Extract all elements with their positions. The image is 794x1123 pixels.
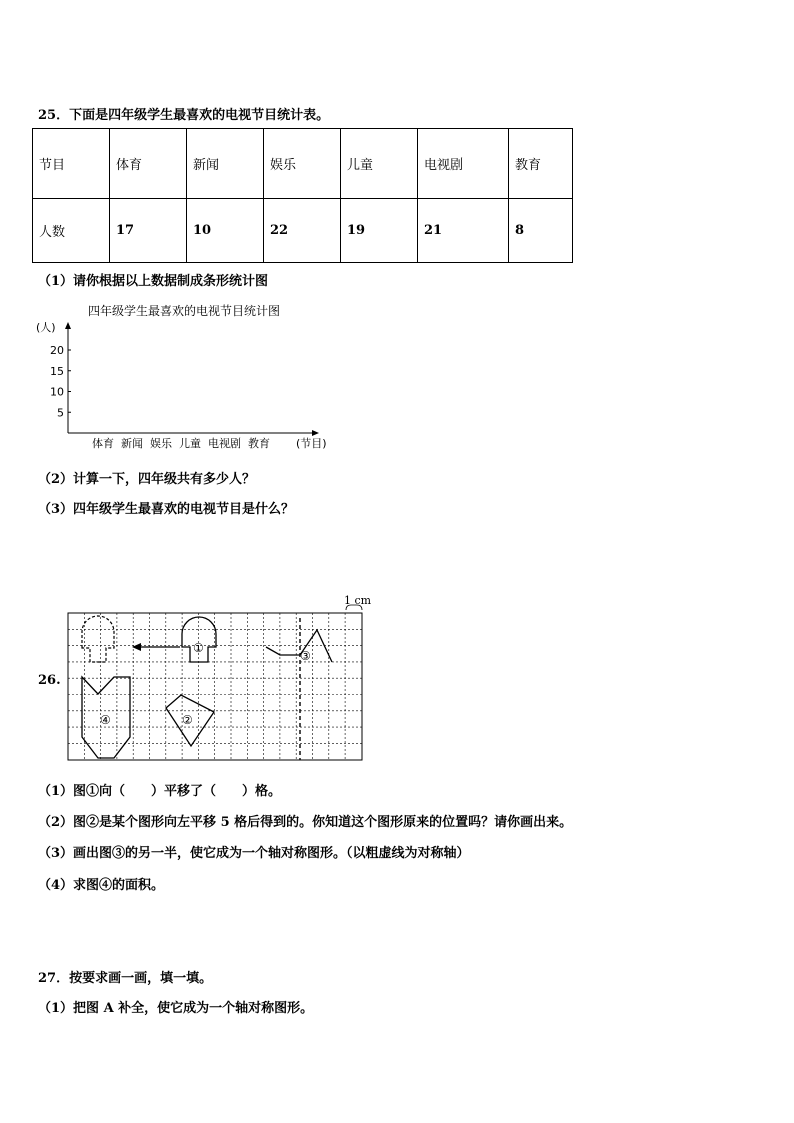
y-tick-label: 20 — [50, 344, 64, 357]
x-axis-label: (节目) — [296, 437, 327, 450]
q26-sub4: （4）求图④的面积。 — [38, 878, 165, 893]
y-axis — [65, 322, 71, 433]
table-cell: 21 — [418, 199, 509, 263]
x-category-label: 娱乐 — [150, 437, 172, 450]
shape-1-label: ① — [193, 641, 204, 655]
chart-title: 四年级学生最喜欢的电视节目统计图 — [88, 304, 281, 318]
y-tick-label: 10 — [50, 385, 64, 399]
table-cell: 电视剧 — [418, 129, 509, 199]
q26-sub1: （1）图①向（ ）平移了（ ）格。 — [38, 784, 282, 799]
y-axis-label: (人) — [36, 321, 56, 334]
q25-title: 25．下面是四年级学生最喜欢的电视节目统计表。 — [38, 108, 330, 123]
table-cell: 儿童 — [341, 129, 418, 199]
translate-arrow — [132, 643, 180, 651]
shape-3-label: ③ — [300, 649, 311, 663]
shape-2-label: ② — [182, 713, 193, 727]
table-cell: 教育 — [509, 129, 573, 199]
x-category-label: 体育 — [92, 437, 114, 450]
table-row-header: 节目 — [33, 129, 110, 199]
table-cell: 22 — [264, 199, 341, 263]
table-cell: 19 — [341, 199, 418, 263]
q27-sub1: （1）把图 A 补全，使它成为一个轴对称图形。 — [38, 1001, 314, 1016]
bar-chart — [30, 298, 350, 456]
y-tick-label: 15 — [50, 364, 64, 378]
scale-marker — [344, 594, 372, 610]
table-cell: 10 — [187, 199, 264, 263]
x-category-label: 电视剧 — [208, 437, 241, 450]
q26-sub2: （2）图②是某个图形向左平移 5 格后得到的。你知道这个图形原来的位置吗？请你画出来。 — [38, 815, 573, 830]
scale-label: 1 cm — [344, 594, 372, 607]
dashed-shape — [82, 616, 114, 662]
q25-sub2: （2）计算一下，四年级共有多少人？ — [38, 472, 256, 487]
q26-number: 26. — [38, 673, 61, 688]
x-categories — [92, 436, 270, 450]
x-axis — [68, 430, 319, 436]
x-category-label: 教育 — [248, 437, 270, 450]
table-cell: 8 — [509, 199, 573, 263]
x-category-label: 新闻 — [121, 437, 143, 450]
x-category-label: 儿童 — [179, 437, 201, 450]
table-cell: 娱乐 — [264, 129, 341, 199]
shape-4-label: ④ — [100, 713, 111, 727]
q25-sub1: （1）请你根据以上数据制成条形统计图 — [38, 274, 269, 289]
shape-3 — [266, 630, 332, 662]
table-row-header: 人数 — [33, 199, 110, 263]
q25-sub3: （3）四年级学生最喜欢的电视节目是什么？ — [38, 502, 295, 517]
shape-1 — [182, 617, 216, 662]
q27-title: 27．按要求画一画，填一填。 — [38, 971, 213, 986]
dotted-grid — [68, 613, 362, 760]
tv-program-table — [32, 128, 573, 263]
y-tick-label: 5 — [57, 406, 64, 420]
table-cell: 新闻 — [187, 129, 264, 199]
table-cell: 17 — [110, 199, 187, 263]
q26-sub3: （3）画出图③的另一半，使它成为一个轴对称图形。（以粗虚线为对称轴） — [38, 846, 470, 861]
table-cell: 体育 — [110, 129, 187, 199]
grid-figure — [60, 590, 380, 768]
